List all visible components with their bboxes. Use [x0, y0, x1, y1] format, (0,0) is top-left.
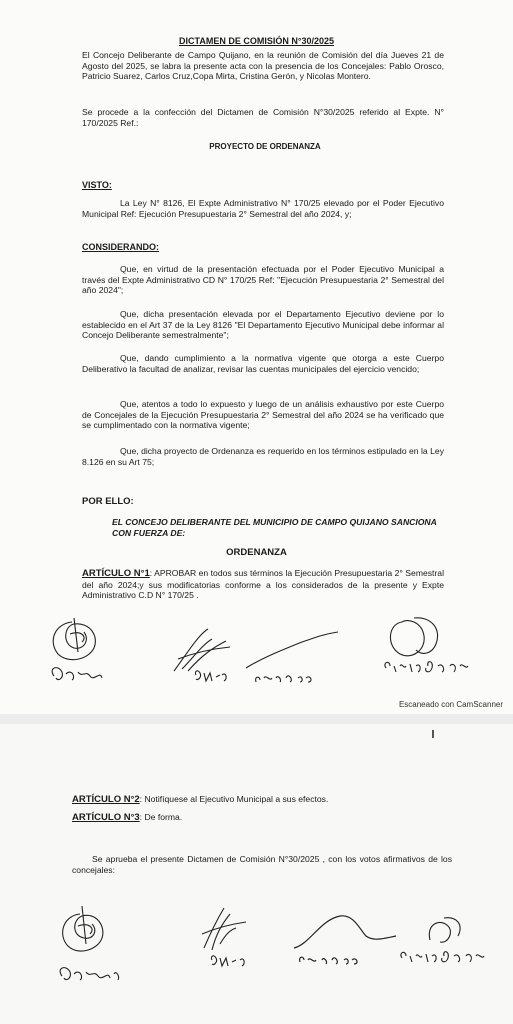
considerando-item: Que, dando cumplimiento a la normativa vigente que otorga a este Cuerpo Deliberativo la facultad de analizar, revisar las cuentas municipales del ejercicio vencido;: [82, 353, 444, 374]
considerando-item: Que, en virtud de la presentación efectuada por el Poder Ejecutivo Municipal a través del Expte Administrativo CD N° 170/25 Ref: "Ejecución Presupuestaria 2° Semestral del año 2024";: [82, 264, 444, 296]
signature-cristina-geron: [396, 910, 496, 975]
signature-pablo-orosco: [290, 910, 400, 975]
sanciona-text: EL CONCEJO DELIBERANTE DEL MUNICIPIO DE CAMPO QUIJANO SANCIONA CON FUERZA DE:: [112, 517, 437, 538]
scan-mark: [432, 730, 434, 738]
procede-paragraph: Se procede a la confección del Dictamen de Comisión N°30/2025 referido al Expte. N° 170/2025 Ref.:: [82, 107, 444, 128]
articulo-2: [72, 794, 452, 806]
visto-heading: VISTO:: [82, 180, 112, 190]
articulo-1: [82, 568, 444, 601]
articulo-3: [72, 812, 452, 824]
signature-pablo-orosco: [242, 628, 362, 693]
por-ello-heading: POR ELLO:: [82, 496, 134, 507]
considerando-heading: CONSIDERANDO:: [82, 242, 160, 252]
signature-carlos-cruz: [44, 612, 139, 697]
signature-carlos-cruz: [54, 900, 144, 990]
articulo-2-text: : Notifíquese al Ejecutivo Municipal a sus efectos.: [139, 794, 329, 804]
signature-cristina-geron: [372, 610, 482, 687]
document-title: DICTAMEN DE COMISIÓN N°30/2025: [179, 36, 334, 46]
document-page-2: [0, 724, 513, 1024]
considerando-item: Que, dicha presentación elevada por el Departamento Ejecutivo deviene por lo establecido en el Art 37 de la Ley 8126 "El Departamento Ejecutivo Municipal debe informar al Concejo Deliberante semestralmente";: [82, 309, 444, 341]
proyecto-heading: PROYECTO DE ORDENANZA: [209, 142, 321, 151]
considerando-item: Que, atentos a todo lo expuesto y luego de un análisis exhaustivo por este Cuerpo de Concejales de la Ejecución Presupuestaria 2° Semestral del año 2024 se ha verificado que se cumplimentado con la normativa vigente;: [82, 399, 444, 431]
articulo-1-text: : APROBAR en todos sus términos la Ejecución Presupuestaria 2° Semestral del año 2024;y sus modificatorias conforme a los considerados de la presente y Expte Administrativo C.D N° 170/25 .: [82, 568, 444, 601]
signature-suarez: [196, 904, 276, 974]
considerando-item: Que, dicha proyecto de Ordenanza es requerido en los términos estipulado en la Ley 8.126 en su Art 75;: [82, 446, 444, 467]
articulo-2-label: ARTÍCULO N°2: [72, 794, 140, 805]
articulo-3-label: ARTÍCULO N°3: [72, 812, 140, 823]
signature-suarez: [168, 625, 253, 690]
articulo-3-text: : De forma.: [139, 812, 183, 822]
ordenanza-heading: ORDENANZA: [226, 547, 287, 558]
visto-text: La Ley N° 8126, El Expte Administrativo N° 170/25 elevado por el Poder Ejecutivo Municipal Ref: Ejecución Presupuestaria 2° Semestral del año 2024, y;: [82, 198, 444, 219]
intro-paragraph: El Concejo Deliberante de Campo Quijano, en la reunión de Comisión del día Jueves 21 de Agosto del 2025, se labra la presente acta con la presencia de los Concejales: Pablo Orosco, Patricio Suarez, Carlos Cruz,Copa Mirta, Cristina Gerón, y Nicolas Montero.: [82, 50, 444, 82]
approval-paragraph: Se aprueba el presente Dictamen de Comisión N°30/2025 , con los votos afirmativos de los concejales:: [72, 854, 452, 875]
articulo-1-label: ARTÍCULO N°1: [82, 568, 150, 579]
scanner-watermark: Escaneado con CamScanner: [398, 700, 503, 709]
